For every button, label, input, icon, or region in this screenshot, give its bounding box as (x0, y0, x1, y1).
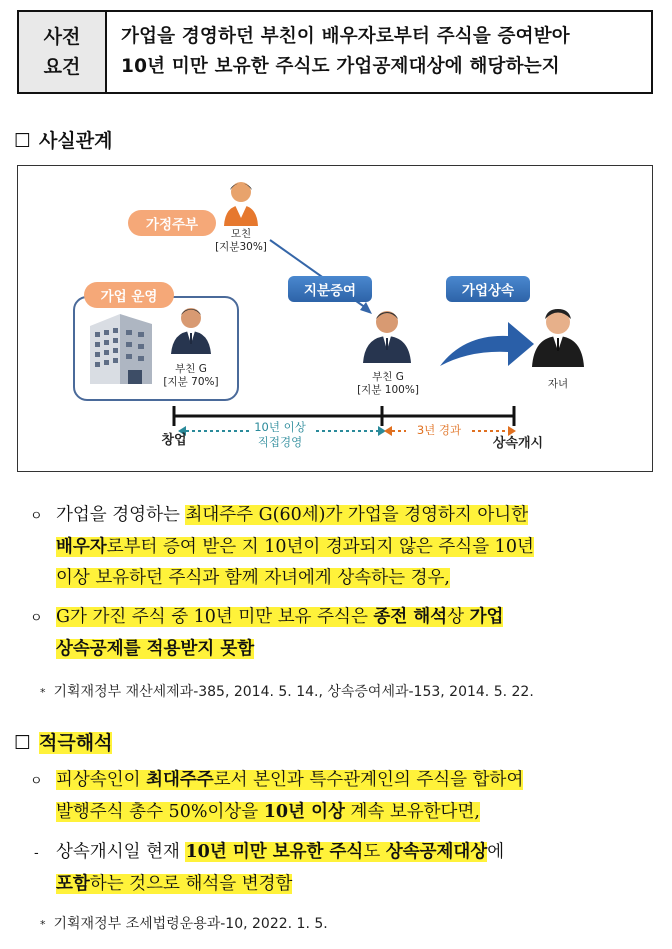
interpretation-reference-note: * 기획재정부 조세법령운용과-10, 2022. 1. 5. (40, 916, 328, 932)
interp-p2-f: 포함 (56, 874, 90, 894)
gift-pill: 지분증여 (288, 276, 372, 302)
succession-arrow-icon (436, 314, 536, 370)
facts-p1-b: 최대주주 G(60세)가 가업을 경영하지 아니한 (185, 505, 529, 525)
header-title-line1: 가업을 경영하던 부친이 배우자로부터 주식을 증여받아 (121, 26, 570, 47)
facts-p2-d: 가업 (469, 607, 504, 627)
interp-p2-g: 하는 것으로 해석을 변경함 (89, 874, 293, 894)
header-label-line1: 사전 (43, 26, 81, 48)
interp-note-text: 기획재정부 조세법령운용과-10, 2022. 1. 5. (53, 916, 328, 932)
child-icon (528, 306, 588, 368)
bullet-icon: ㅇ (30, 509, 43, 524)
facts-p2-b: 종전 해석 (373, 607, 448, 627)
section-facts-heading (14, 126, 112, 153)
father-share-2: [지분 100%] (357, 384, 419, 396)
business-pill: 가업 운영 (84, 282, 174, 308)
facts-p2-a: G가 가진 주식 중 10년 미만 보유 주식은 (56, 607, 374, 627)
interp-p2-b: 10년 미만 보유한 주식 (185, 842, 364, 862)
checkbox-icon: ☐ (14, 732, 32, 754)
mother-label: 모친 (230, 228, 252, 240)
facts-note-text: 기획재정부 재산세제과-385, 2014. 5. 14., 상속증여세과-153, 2014. 5. 22. (53, 684, 534, 700)
interp-p1-d: 발행주식 총수 50%이상을 (56, 802, 264, 822)
father-share-1: [지분 70%] (163, 376, 219, 388)
header-title (107, 12, 651, 92)
succession-pill: 가업상속 (446, 276, 530, 302)
building-icon (80, 306, 160, 386)
period1-line2: 직접경영 (257, 435, 303, 449)
housewife-pill: 가정주부 (128, 210, 216, 236)
checkbox-icon: ☐ (14, 130, 32, 152)
header-label-line2: 요건 (43, 56, 81, 78)
interp-p2-a: 상속개시일 현재 (56, 842, 186, 862)
bullet-icon: ㅇ (30, 774, 43, 789)
fact-diagram (17, 165, 653, 472)
mother-icon (221, 178, 261, 228)
period1-line1: 10년 이상 (254, 420, 306, 434)
interp-p2-e: 에 (487, 842, 505, 862)
section-facts-title: 사실관계 (39, 130, 113, 152)
section-interpretation-title: 적극해석 (39, 732, 113, 754)
interp-p2-c: 도 (363, 842, 386, 862)
header-label (19, 12, 107, 92)
father-label-1: 부친 G (175, 363, 207, 375)
header-box (17, 10, 653, 94)
father-icon (360, 308, 414, 364)
interp-p1-f: 계속 보유한다면, (344, 802, 480, 822)
facts-p2-c: 상 (447, 607, 470, 627)
child-label: 자녀 (547, 378, 569, 390)
mother-share: [지분30%] (215, 241, 267, 253)
period2-label: 3년 경과 (416, 423, 462, 437)
interp-p1-b: 최대주주 (146, 770, 214, 790)
facts-reference-note: * 기획재정부 재산세제과-385, 2014. 5. 14., 상속증여세과-153, 2014. 5. 22. (40, 684, 534, 700)
interpretation-paragraph-2 (34, 837, 504, 900)
facts-p2-e: 상속공제를 적용받지 못함 (56, 639, 255, 659)
start-label: 창업 (161, 433, 187, 448)
header-title-line2: 10년 미만 보유한 주식도 가업공제대상에 해당하는지 (121, 56, 560, 77)
end-label: 상속개시 (492, 436, 544, 451)
facts-paragraph-2 (30, 602, 503, 665)
interp-p2-d: 상속공제대상 (385, 842, 488, 862)
father-icon (168, 304, 214, 356)
father-label-2: 부친 G (372, 371, 404, 383)
section-interpretation-heading (14, 728, 112, 755)
interp-p1-a: 피상속인이 (56, 770, 147, 790)
interp-p1-e: 10년 이상 (263, 802, 345, 822)
facts-p1-d: 로부터 증여 받은 지 10년이 경과되지 않은 주식을 10년 (106, 537, 534, 557)
interpretation-paragraph-1 (30, 765, 523, 828)
interp-p1-c: 로서 본인과 특수관계인의 주식을 합하여 (213, 770, 524, 790)
dash-icon: - (34, 846, 39, 861)
facts-paragraph-1 (30, 500, 534, 594)
timeline-dotted-arrows-icon (178, 424, 528, 438)
bullet-icon: ㅇ (30, 611, 43, 626)
facts-p1-e: 이상 보유하던 주식과 함께 자녀에게 상속하는 경우, (56, 568, 450, 588)
facts-p1-c: 배우자 (56, 537, 107, 557)
facts-p1-a: 가업을 경영하는 (56, 505, 186, 525)
